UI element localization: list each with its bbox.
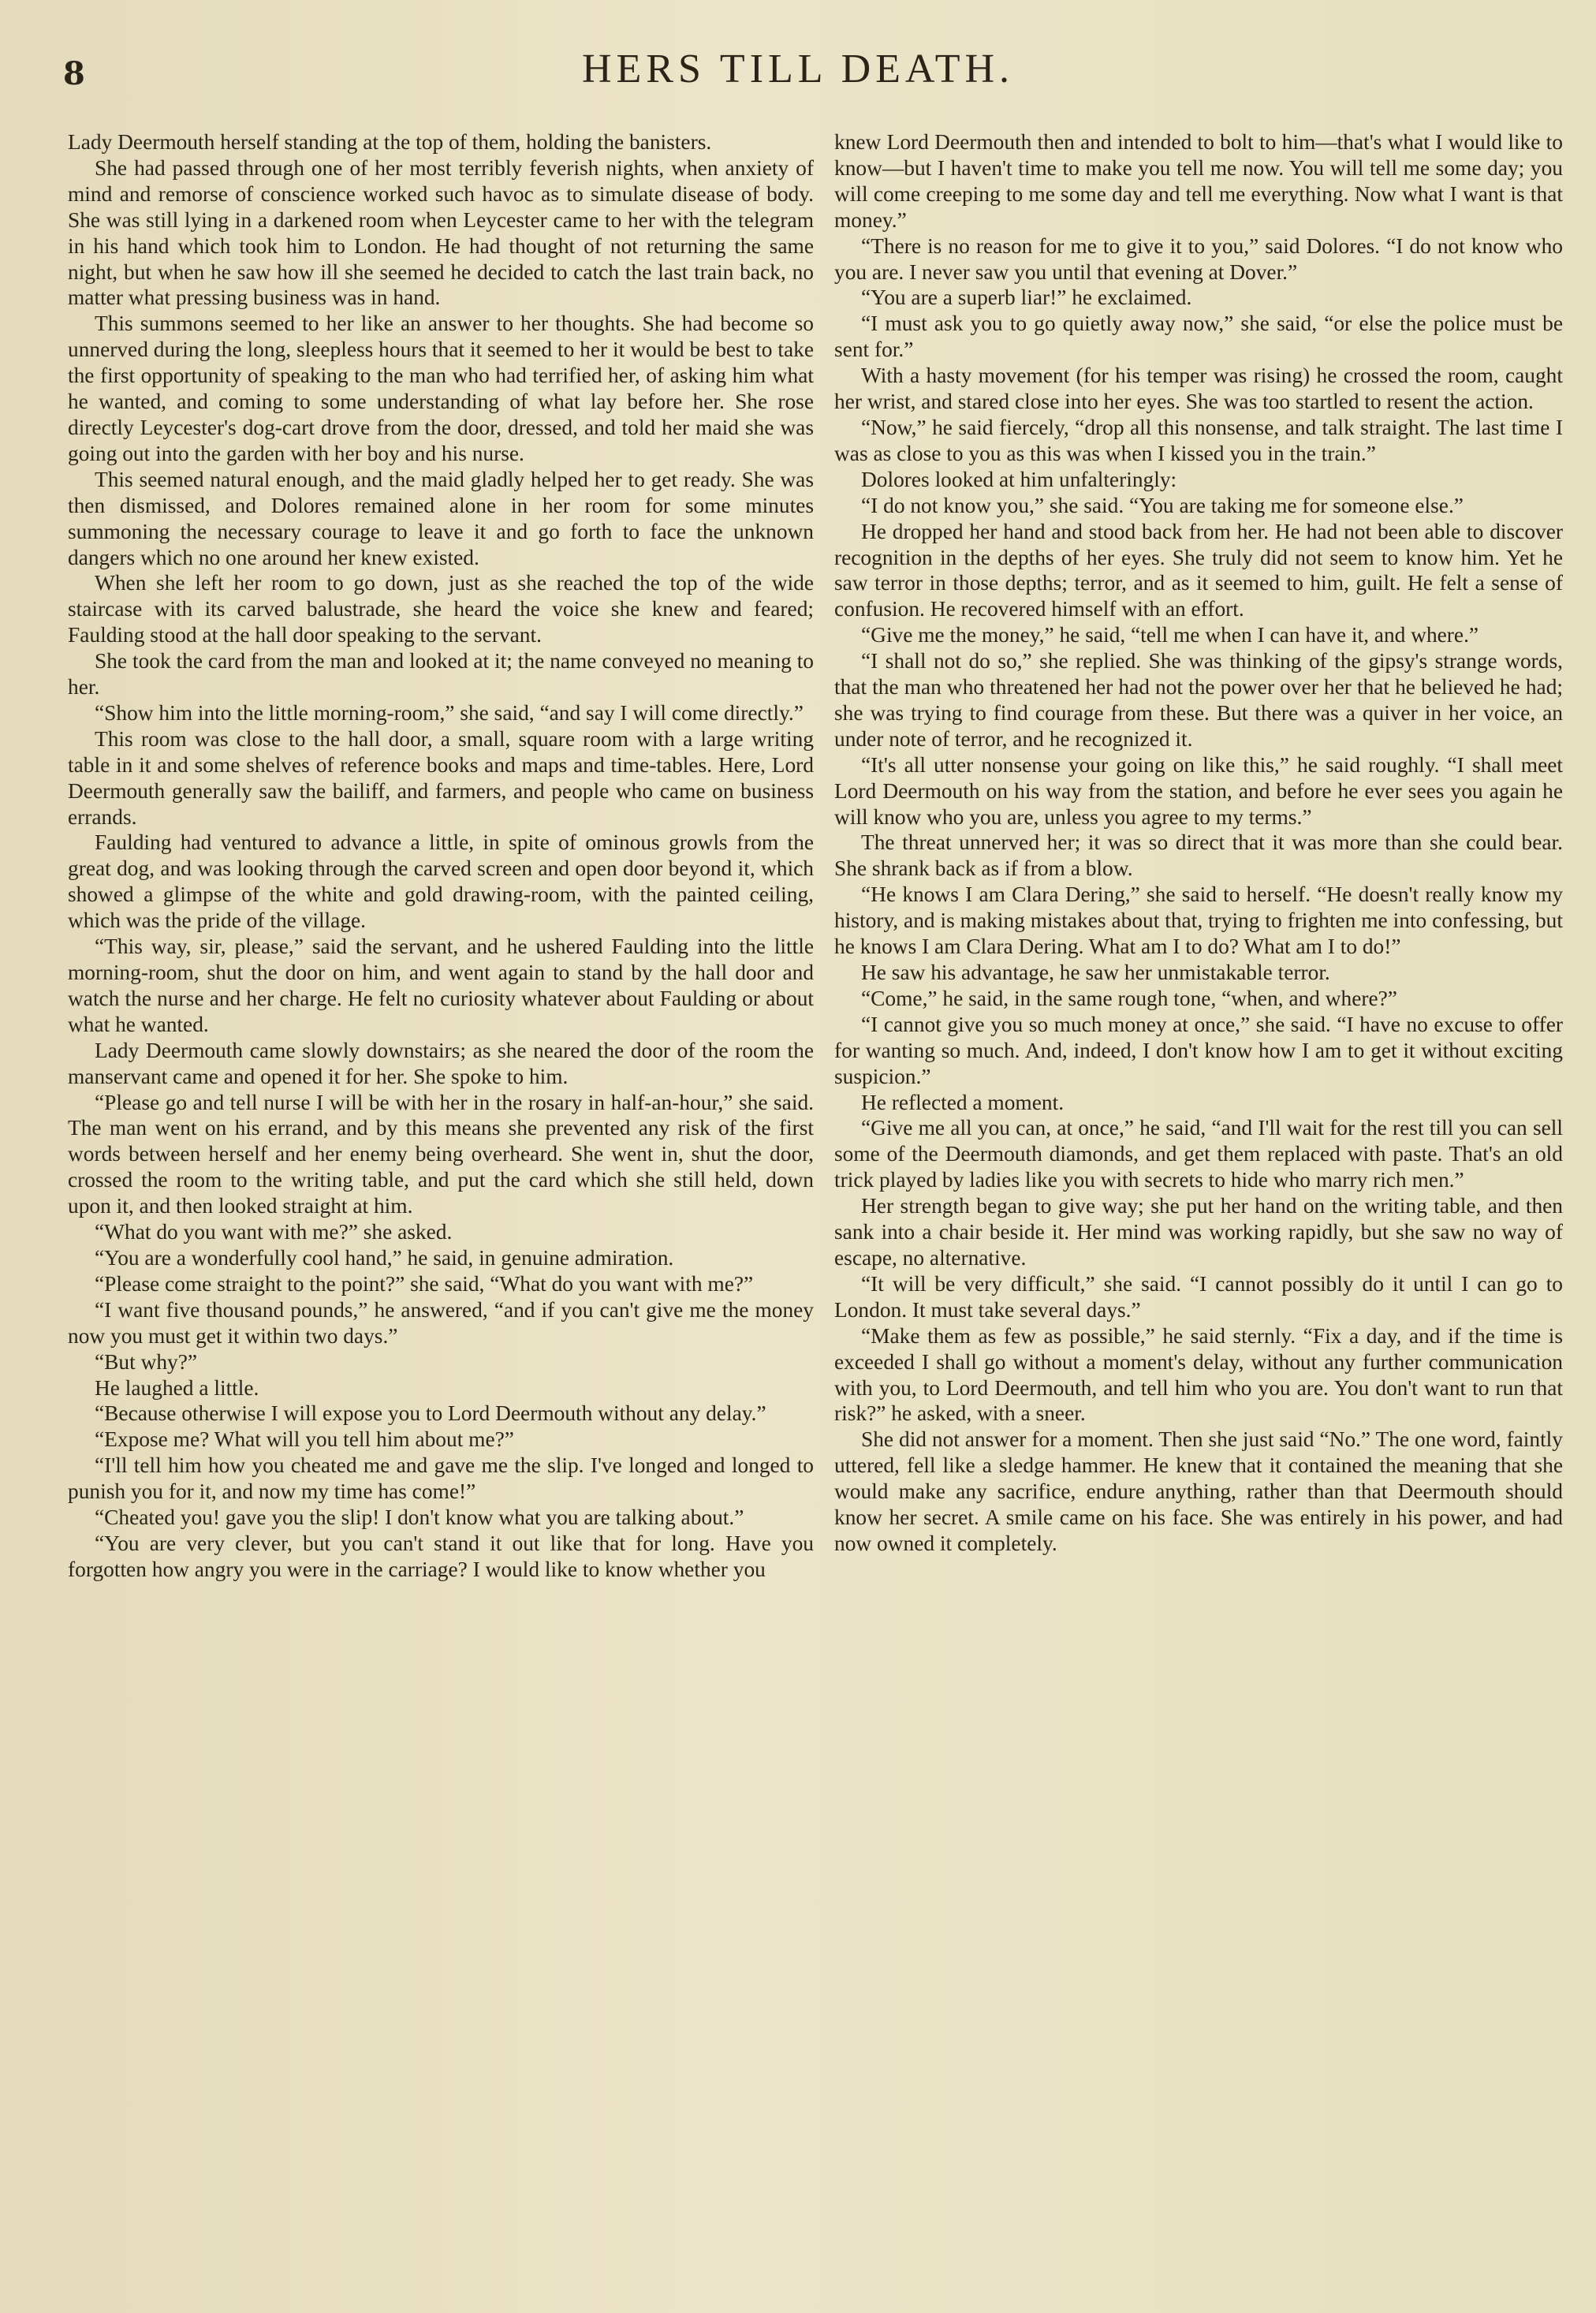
- right-column: [834, 129, 1563, 2274]
- paragraph: “I'll tell him how you cheated me and gave me the slip. I've longed and longed to punish you for it, and now my time has come!”: [68, 1453, 814, 1504]
- paragraph: The threat unnerved her; it was so direct that it was more than she could bear. She shrank back as if from a blow.: [834, 830, 1563, 881]
- paragraph: When she left her room to go down, just as she reached the top of the wide staircase with its carved balustrade, she heard the voice she knew and feared; Faulding stood at the hall door speaking to the servant.: [68, 571, 814, 647]
- paragraph: “I cannot give you so much money at once,” she said. “I have no excuse to offer for wanting so much. And, indeed, I don't know how I am to get it without exciting suspicion.”: [834, 1012, 1563, 1088]
- paragraph: He reflected a moment.: [861, 1090, 1065, 1114]
- paragraph: She did not answer for a moment. Then she just said “No.” The one word, faintly uttered, fell like a sledge hammer. He knew that it contained the meaning that she would make any sacrifice, endure anything, rather than that Deermouth should know her secret. A smile came on his face. She was entirely in his power, and had now owned it completely.: [834, 1427, 1563, 1555]
- paragraph: “Please go and tell nurse I will be with her in the rosary in half-an-hour,” she said. The man went on his errand, and by this means she prevented any risk of the first words between herself and her enemy being overheard. She went in, shut the door, crossed the room to the writing table, and put the card which she still held, down upon it, and then looked straight at him.: [68, 1090, 814, 1218]
- page-number: 8: [63, 55, 86, 92]
- paragraph: knew Lord Deermouth then and intended to bolt to him—that's what I would like to know—but I haven't time to make you tell me now. You will tell me some day; you will come creeping to me some day and tell me everything. Now what I want is that money.”: [834, 130, 1563, 232]
- paragraph: Lady Deermouth herself standing at the top of them, holding the banisters.: [68, 130, 712, 154]
- paragraph: “This way, sir, please,” said the servant, and he ushered Faulding into the little morning-room, shut the door on him, and went again to stand by the hall door and watch the nurse and her charge. He felt no curiosity whatever about Faulding or about what he wanted.: [68, 935, 814, 1036]
- paragraph: “You are a wonderfully cool hand,” he said, in genuine admiration.: [95, 1245, 674, 1270]
- paragraph: “Expose me? What will you tell him about me?”: [95, 1427, 514, 1452]
- paragraph: “It's all utter nonsense your going on like this,” he said roughly. “I shall meet Lord Deermouth on his way from the station, and before he ever sees you again he will know who you are, unless you agree to my terms.”: [834, 752, 1563, 829]
- paragraph: “Please come straight to the point?” she said, “What do you want with me?”: [95, 1271, 754, 1296]
- paragraph: “But why?”: [95, 1349, 198, 1374]
- paragraph: “You are very clever, but you can't stand it out like that for long. Have you forgotten how angry you were in the carriage? I would like to know whether you: [68, 1531, 814, 1581]
- paragraph: Dolores looked at him unfalteringly:: [861, 467, 1177, 491]
- paragraph: This summons seemed to her like an answer to her thoughts. She had become so unnerved during the long, sleepless hours that it seemed to her it would be best to take the first opportunity of speaking to the man who had terrified her, of asking him what he wanted, and coming to some understanding of what lay before her. She rose directly Leycester's dog-cart drove from the door, dressed, and told her maid she was going out into the garden with her boy and his nurse.: [68, 312, 814, 465]
- paragraph: He saw his advantage, he saw her unmistakable terror.: [861, 961, 1330, 984]
- paragraph: “You are a superb liar!” he exclaimed.: [861, 285, 1192, 310]
- paragraph: She had passed through one of her most terribly feverish nights, when anxiety of mind and remorse of conscience worked such havoc as to simulate disease of body. She was still lying in a darkened room when Leycester came to her with the telegram in his hand which took him to London. He had thought of not returning the same night, but when he saw how ill she seemed he decided to catch the last train back, no matter what pressing business was in hand.: [68, 155, 814, 310]
- paragraph: Her strength began to give way; she put her hand on the writing table, and then sank into a chair beside it. Her mind was working rapidly, but she saw no way of escape, no alternative.: [834, 1194, 1563, 1270]
- paragraph: “I do not know you,” she said. “You are taking me for someone else.”: [861, 493, 1464, 517]
- paragraph: “Because otherwise I will expose you to Lord Deermouth without any delay.”: [95, 1401, 766, 1426]
- paragraph: She took the card from the man and looked at it; the name conveyed no meaning to her.: [68, 649, 814, 699]
- paragraph: “I must ask you to go quietly away now,” she said, “or else the police must be sent for.”: [834, 312, 1563, 362]
- paragraph: “He knows I am Clara Dering,” she said to herself. “He doesn't really know my history, and is making mistakes about that, trying to frighten me into confessing, but he knows I am Clara Dering. What am I to do? What am I to do!”: [834, 882, 1563, 959]
- left-column: [68, 129, 814, 2274]
- paragraph: Faulding had ventured to advance a little, in spite of ominous growls from the great dog, and was looking through the carved screen and open door beyond it, which showed a glimpse of the white and gold drawing-room, with the painted ceiling, which was the pride of the village.: [68, 830, 814, 933]
- paragraph: “Now,” he said fiercely, “drop all this nonsense, and talk straight. The last time I was as close to you as this was when I kissed you in the train.”: [834, 415, 1563, 465]
- paragraph: He laughed a little.: [95, 1375, 259, 1400]
- paragraph: This seemed natural enough, and the maid gladly helped her to get ready. She was then dismissed, and Dolores remained alone in her room for some minutes summoning the necessary courage to leave it and go forth to face the unknown dangers which no one around her knew existed.: [68, 467, 814, 569]
- paragraph: “Make them as few as possible,” he said sternly. “Fix a day, and if the time is exceeded I shall go without a moment's delay, without any further communication with you, to Lord Deermouth, and tell him who you are. You don't want to run that risk?” he asked, with a sneer.: [834, 1323, 1563, 1426]
- paragraph: With a hasty movement (for his temper was rising) he crossed the room, caught her wrist, and stared close into her eyes. She was too startled to resent the action.: [834, 364, 1563, 414]
- paragraph: “Give me all you can, at once,” he said, “and I'll wait for the rest till you can sell some of the Deermouth diamonds, and get them replaced with paste. That's an old trick played by ladies like you with secrets to hide who marry rich men.”: [834, 1116, 1563, 1192]
- paragraph: “Come,” he said, in the same rough tone, “when, and where?”: [861, 986, 1397, 1010]
- paragraph: “Give me the money,” he said, “tell me when I can have it, and where.”: [861, 623, 1479, 647]
- paragraph: “Cheated you! gave you the slip! I don't know what you are talking about.”: [95, 1505, 744, 1530]
- paragraph: Lady Deermouth came slowly downstairs; as she neared the door of the room the manservant came and opened it for her. She spoke to him.: [68, 1038, 814, 1088]
- paragraph: “I want five thousand pounds,” he answered, “and if you can't give me the money now you must get it within two days.”: [68, 1297, 814, 1348]
- paragraph: “Show him into the little morning-room,” she said, “and say I will come directly.”: [95, 700, 804, 725]
- paragraph: “It will be very difficult,” she said. “I cannot possibly do it until I can go to London. It must take several days.”: [834, 1271, 1563, 1322]
- paragraph: “What do you want with me?” she asked.: [95, 1220, 453, 1244]
- paragraph: He dropped her hand and stood back from her. He had not been able to discover recognition in the depths of her eyes. She truly did not seem to know him. Yet he saw terror in those depths; terror, and as it seemed to him, guilt. He felt a sense of confusion. He recovered himself with an effort.: [834, 519, 1563, 621]
- running-title: HERS TILL DEATH.: [581, 47, 1015, 91]
- paragraph: “I shall not do so,” she replied. She was thinking of the gipsy's strange words, that the man who threatened her had not the power over her that he believed he had; she was trying to find courage from these. But there was a quiver in her voice, an under note of terror, and he recognized it.: [834, 649, 1563, 751]
- paragraph: “There is no reason for me to give it to you,” said Dolores. “I do not know who you are. I never saw you until that evening at Dover.”: [834, 233, 1563, 284]
- paragraph: This room was close to the hall door, a small, square room with a large writing table in it and some shelves of reference books and maps and time-tables. Here, Lord Deermouth generally saw the bailiff, and farmers, and people who came on business errands.: [68, 726, 814, 829]
